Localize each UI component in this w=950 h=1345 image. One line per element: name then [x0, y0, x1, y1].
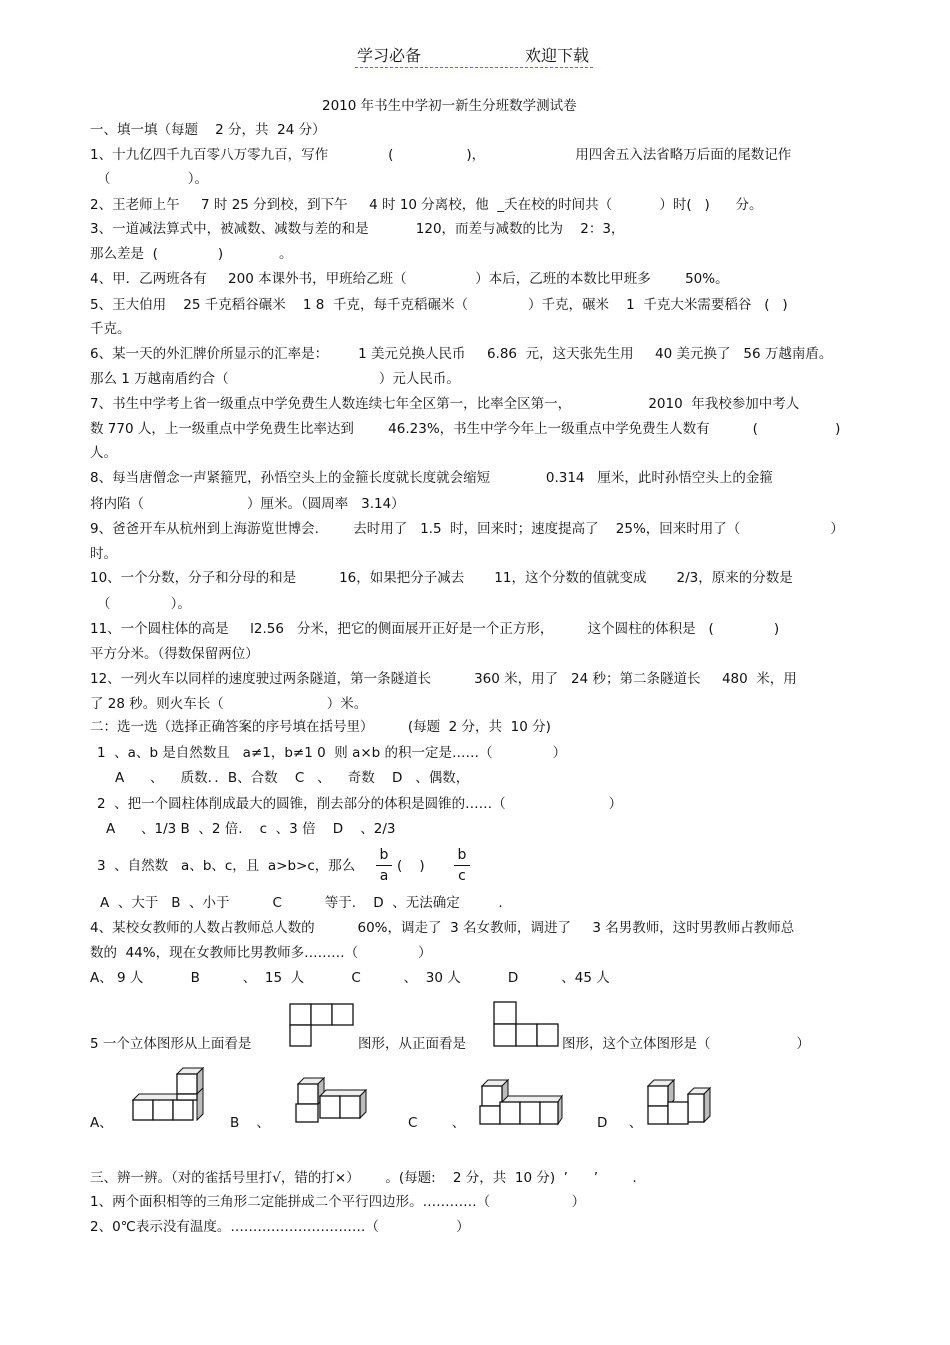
front-view-figure [493, 1001, 559, 1047]
q1-12-line2: 了 28 秒。则火车长（ ）米。 [90, 696, 368, 712]
option-a-cubes [131, 1068, 207, 1124]
q2-3-options: A 、大于 B 、小于 C 等于. D 、无法确定 . [100, 895, 503, 911]
q1-11-line1: 11、一个圆柱体的高是 l2.56 分米，把它的侧面展开正好是一个正方形， 这个圆柱的体积是 ( ) [90, 621, 780, 637]
q1-5-line2: 千克。 [90, 321, 131, 337]
q1-4: 4、甲．乙两班各有 200 本课外书，甲班给乙班（ ）本后，乙班的本数比甲班多 50%。 [90, 271, 729, 287]
fraction-numerator: b [457, 847, 467, 863]
option-d-label: D 、 [597, 1115, 643, 1131]
q1-10-line1: 10、一个分数，分子和分母的和是 16，如果把分子减去 11，这个分数的值就变成 2/3，原来的分数是 [90, 570, 793, 586]
q2-5-text-b: 图形，从正面看是 [358, 1036, 466, 1052]
fraction-numerator: b [379, 847, 389, 863]
q1-9-line2: 时。 [90, 546, 117, 562]
option-c-label: C 、 [408, 1115, 466, 1131]
fraction-b-over-c [454, 845, 470, 886]
q1-8-line2: 将内陷（ ）厘米。（圆周率 3.14） [90, 496, 405, 512]
option-b-cubes [294, 1072, 370, 1124]
q3-1: 1、两个面积相等的三角形二定能拼成二个平行四边形。…………（ ） [90, 1194, 586, 1210]
option-a-label: A、 [90, 1115, 113, 1131]
fraction-denominator: a [379, 868, 389, 884]
q1-3-line2: 那么差是 ( ) 。 [90, 246, 293, 262]
q2-3-blank: ( ) [397, 858, 425, 874]
q2-2-options: A 、1/3 B 、2 倍. c 、3 倍 D 、2/3 [106, 821, 396, 837]
section3-heading: 三、辨一辨。（对的雀括号里打√，错的打×） 。(每题: 2 分，共 10 分) ’ ’ . [90, 1170, 637, 1186]
q1-7-line1: 7、书生中学考上省一级重点中学免费生人数连续七年全区第一，比率全区第一， 2010 年我校参加中考人 [90, 396, 800, 412]
q1-9-line1: 9、爸爸开车从杭州到上海游览世博会. 去时用了 1.5 时，回来时；速度提高了 25%，回来时用了（ ） [90, 521, 844, 537]
q1-3-line1: 3、一道减法算式中，被减数、减数与差的和是 120，而差与减数的比为 2：3， [90, 221, 625, 237]
q1-7-line3: 人。 [90, 445, 117, 461]
q1-1-line1: 1、十九亿四千九百零八万零九百，写作 ( )， 用四舍五入法省略万后面的尾数记作 [90, 147, 792, 163]
q2-1-options: A 、 质数．．B、合数 C 、 奇数 D 、偶数， [115, 770, 470, 786]
q1-6-line2: 那么 1 万越南盾约合（ ）元人民币。 [90, 371, 460, 387]
section1-heading: 一、填一填（每题 2 分，共 24 分） [90, 122, 326, 138]
q1-2: 2、王老师上午 7 时 25 分到校，到下午 4 时 10 分离校，他 _夭在校的时间共（ ）时( ) 分。 [90, 197, 763, 213]
q1-1-line2: （ ）。 [97, 171, 208, 187]
top-view-figure [289, 1003, 355, 1047]
section2-heading: 二：选一选（选择正确答案的序号填在括号里） (每题 2 分，共 10 分) [90, 719, 551, 735]
q1-12-line1: 12、一列火车以同样的速度驶过两条隧道，第一条隧道长 360 米，用了 24 秒；第二条隧道长 480 米，用 [90, 671, 797, 687]
page-header [355, 41, 593, 68]
option-c-cubes [478, 1076, 564, 1126]
q1-6-line1: 6、某一天的外汇牌价所显示的汇率是： 1 美元兑换人民币 6.86 元，这天张先生用 40 美元换了 56 万越南盾。 [90, 346, 833, 362]
option-b-label: B 、 [230, 1115, 270, 1131]
exam-title: 2010 年书生中学初一新生分班数学测试卷 [322, 98, 577, 114]
header-right-text: 欢迎下载 [524, 46, 589, 65]
q1-7-line2: 数 770 人，上一级重点中学免费生比率达到 46.23%，书生中学今年上一级重点中学免费生人数有 ( ) [90, 421, 841, 437]
q2-5-text-a: 5 一个立体图形从上面看是 [90, 1036, 252, 1052]
q2-3-prefix: 3 、自然数 a、b、c，且 a>b>c，那么 [97, 858, 356, 874]
q1-10-line2: （ ）。 [97, 596, 191, 612]
q1-5-line1: 5、王大伯用 25 千克稻谷碾米 1 8 千克，每千克稻碾米（ ）千克，碾米 1 千克大米需要稻谷 ( ) [90, 297, 788, 313]
q2-2: 2 、把一个圆柱体削成最大的圆锥，削去部分的体积是圆锥的……（ ） [97, 796, 623, 812]
header-left-text: 学习必备 [357, 46, 422, 65]
option-d-cubes [646, 1078, 712, 1128]
fraction-b-over-a [376, 845, 392, 886]
q2-1: 1 、a、b 是自然数且 a≠1，b≠1 0 则 a×b 的积一定是……（ ） [97, 745, 567, 761]
q2-4-line2: 数的 44%，现在女教师比男教师多………（ ） [90, 945, 432, 961]
q2-4-line1: 4、某校女教师的人数占教师总人数的 60%，调走了 3 名女教师，调进了 3 名男教师，这时男教师占教师总 [90, 920, 795, 936]
q1-8-line1: 8、每当唐僧念一声紧箍咒，孙悟空头上的金箍长度就长度就会缩短 0.314 厘米，此时孙悟空头上的金箍 [90, 470, 773, 486]
q3-2: 2、0℃表示没有温度。…………………………（ ） [90, 1219, 470, 1235]
q2-5-text-c: 图形，这个立体图形是（ ） [562, 1036, 810, 1052]
fraction-denominator: c [458, 868, 466, 884]
q1-11-line2: 平方分米。（得数保留两位） [90, 646, 259, 662]
q2-4-options: A、 9 人 B 、 15 人 C 、 30 人 D 、45 人 [90, 970, 610, 986]
